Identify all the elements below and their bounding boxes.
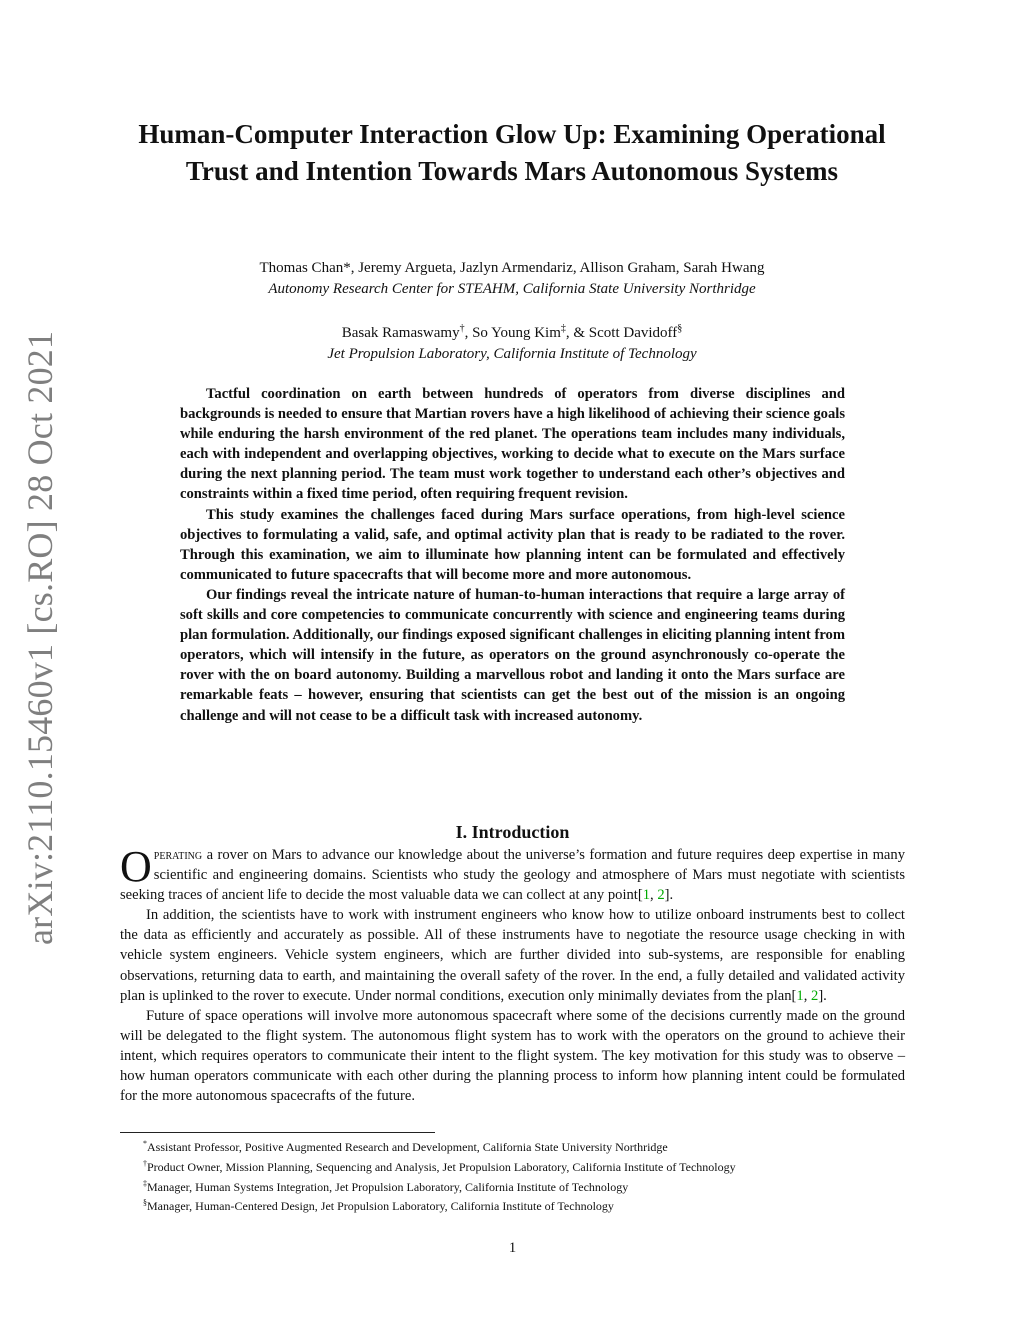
abstract-paragraph: Tactful coordination on earth between hundreds of operators from diverse disciplines and backgrounds is needed to ensure that Martian rovers have a high likelihood of achieving their science goals while enduring the harsh environment of the red planet. The operations team includes many individuals, each with independent and overlapping objectives, working to decide what to execute on the Mars surface during the next planning period. The team must work together to understand each other’s objectives and constraints within a fixed time period, often requiring frequent revision.: [180, 386, 845, 503]
body-paragraph: Future of space operations will involve more autonomous spacecraft where some of the decisions currently made on the ground will be delegated to the flight system. The autonomous flight system has to work with the operators on the ground to achieve their intent, which requires operators to communicate their intent to the flight system. The key motivation for this study was to observe – how human operators communicate with each other during the planning process to inform how planning intent could be formulated for the more autonomous spacecrafts of the future.: [120, 1007, 905, 1105]
footnote-text: Assistant Professor, Positive Augmented Research and Development, California State University Northridge: [147, 1140, 668, 1154]
author-names: Thomas Chan*, Jeremy Argueta, Jazlyn Armendariz, Allison Graham, Sarah Hwang: [259, 260, 765, 276]
footnote-text: Product Owner, Mission Planning, Sequencing and Analysis, Jet Propulsion Laboratory, California Institute of Technology: [147, 1159, 736, 1174]
author-block-csun: [130, 258, 894, 300]
author-name: Basak Ramaswamy: [341, 325, 460, 341]
abstract-paragraph: Our findings reveal the intricate nature of human-to-human interactions that require a large array of soft skills and core competencies to communicate concurrently with science and engineering teams during plan formulation. Additionally, our findings exposed significant challenges in eliciting planning intent from operators, which will intensify in the future, as operators on the ground asynchronously co-operate the rover with the on board autonomy. Building a marvellous robot and landing it onto the Mars surface are remarkable feats – however, ensuring that scientists can get the best out of the mission is an ongoing challenge and will not cease to be a difficult task with increased autonomy.: [180, 586, 845, 724]
paragraph-text: In addition, the scientists have to work with instrument engineers who know how to utilize onboard instruments best to collect the data as efficiently and accurately as possible. All of these instruments have to negotiate the resource usage checking in with vehicle system engineers. Vehicle system engineers, which are further divided into sub-systems, are responsible for enabling observations, returning data to earth, and maintaining the overall safety of the rover. In the end, a fully detailed and validated activity plan is uplinked to the rover to execute. Under normal conditions, execution only minimally deviates from the plan[: [120, 907, 905, 1004]
footnote-mark: †: [143, 1158, 147, 1168]
small-caps-lead: perating: [153, 847, 203, 863]
footnotes: [143, 1136, 903, 1215]
arxiv-identifier: arXiv:2110.15460v1 [cs.RO] 28 Oct 2021: [20, 330, 60, 945]
body-paragraph: [120, 905, 905, 1005]
citation-separator: ,: [650, 887, 658, 904]
citation-link[interactable]: 2: [657, 887, 665, 904]
author-name: & Scott Davidoff: [573, 325, 678, 341]
footnote-mark: *: [143, 1139, 147, 1148]
footnote: [143, 1176, 903, 1196]
abstract-paragraph: This study examines the challenges faced during Mars surface operations, from high-level science objectives to formulating a valid, safe, and optimal activity plan that is ready to be radiated to the rover. Through this examination, we aim to illuminate how planning intent can be formulated and effectively communicated to future spacecrafts that will become more and more autonomous.: [180, 506, 845, 583]
introduction-body: [120, 842, 905, 1106]
author-affiliation: Jet Propulsion Laboratory, California Institute of Technology: [327, 346, 697, 362]
citation-close: ].: [664, 887, 674, 904]
author-name: So Young Kim: [472, 325, 561, 341]
footnote-mark: †: [459, 323, 465, 334]
citation-close: ].: [818, 987, 827, 1004]
footnote-divider: [120, 1132, 435, 1133]
footnote-mark: §: [677, 323, 683, 334]
abstract: [180, 384, 845, 726]
citation-link[interactable]: 1: [642, 887, 651, 904]
footnote: [143, 1195, 903, 1215]
citation-link[interactable]: 2: [811, 987, 819, 1004]
footnote-text: Manager, Human Systems Integration, Jet Propulsion Laboratory, California Institute of Technology: [147, 1179, 629, 1194]
paper-title: Human-Computer Interaction Glow Up: Examining Operational Trust and Intention Towards Mars Autonomous Systems: [138, 119, 886, 186]
citation-separator: ,: [803, 987, 812, 1004]
footnote: [143, 1136, 903, 1156]
drop-cap: O: [120, 842, 152, 891]
body-paragraph: [120, 842, 905, 905]
footnote: [143, 1156, 903, 1176]
section-heading: I. Introduction: [455, 822, 570, 842]
paragraph-text: a rover on Mars to advance our knowledge about the universe’s formation and future requires deep expertise in many scientific and engineering domains. Scientists who study the geology and atmosphere of Mars must negotiate with scientists seeking traces of ancient life to decide the most valuable data we can collect at any point[: [120, 847, 905, 904]
footnote-mark: ‡: [143, 1178, 147, 1188]
author-affiliation: Autonomy Research Center for STEAHM, California State University Northridge: [268, 281, 756, 297]
citation-link[interactable]: 1: [796, 987, 804, 1004]
page-number: 1: [508, 1240, 517, 1256]
footnote-mark: ‡: [560, 323, 566, 334]
footnote-text: Manager, Human-Centered Design, Jet Propulsion Laboratory, California Institute of Technology: [147, 1199, 614, 1214]
author-block-jpl: Basak Ramaswamy†, So Young Kim‡, & Scott Davidoff§ Jet Propulsion Laboratory, California Institute of Technology: [130, 318, 894, 365]
footnote-mark: §: [143, 1198, 147, 1208]
